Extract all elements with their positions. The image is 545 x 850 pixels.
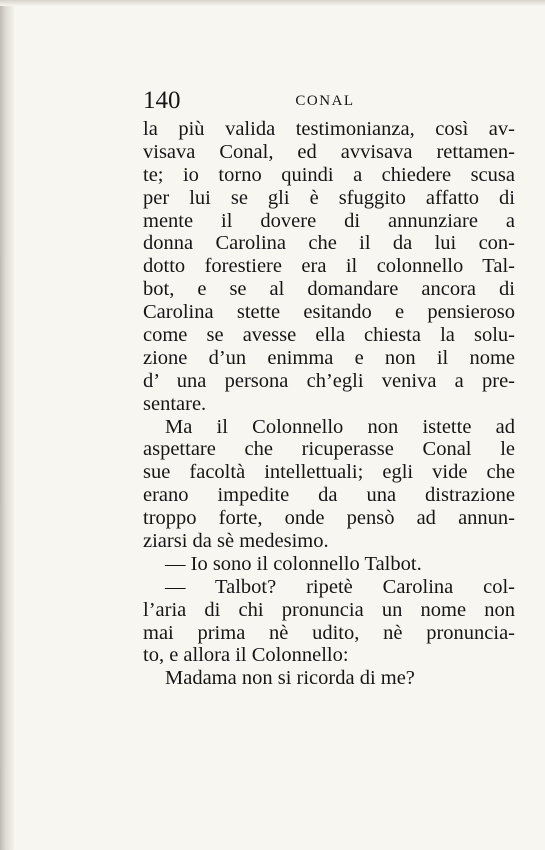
text-line: sue facoltà intellettuali; egli vide che bbox=[143, 461, 515, 484]
text-line: to, e allora il Colonnello: bbox=[143, 644, 349, 667]
text-line: troppo forte, onde pensò ad annun- bbox=[143, 507, 515, 530]
text-line: Madama non si ricorda di me? bbox=[165, 667, 415, 690]
text-line: dotto forestiere era il colonnello Tal- bbox=[143, 255, 515, 278]
text-line: Carolina stette esitando e pensieroso bbox=[143, 301, 515, 324]
text-line: visava Conal, ed avvisava rettamen- bbox=[143, 140, 515, 163]
text-line: bot, e se al domandare ancora di bbox=[143, 278, 515, 301]
page-top-edge bbox=[0, 0, 545, 6]
text-line: aspettare che ricuperasse Conal le bbox=[143, 438, 515, 461]
text-line: — Io sono il colonnello Talbot. bbox=[165, 552, 422, 575]
text-line: — Talbot? ripetè Carolina col- bbox=[165, 575, 515, 598]
text-line: sentare. bbox=[143, 392, 207, 415]
page-header bbox=[143, 86, 515, 116]
text-line: zione d’un enimma e non il nome bbox=[143, 346, 515, 369]
text-line: per lui se gli è sfuggito affatto di bbox=[143, 186, 515, 209]
text-line: d’ una persona ch’egli veniva a pre- bbox=[143, 369, 515, 392]
page-gutter-shadow bbox=[0, 0, 14, 850]
text-line: mente il dovere di annunziare a bbox=[143, 209, 515, 232]
running-head: CONAL bbox=[295, 93, 355, 109]
body-text bbox=[143, 118, 515, 690]
text-line: l’aria di chi pronuncia un nome non bbox=[143, 598, 515, 621]
text-line: come se avesse ella chiesta la solu- bbox=[143, 324, 515, 347]
text-line: la più valida testimonianza, così av- bbox=[143, 118, 515, 140]
page-number: 140 bbox=[143, 87, 181, 114]
text-line: erano impedite da una distrazione bbox=[143, 484, 515, 507]
text-line: Ma il Colonnello non istette ad bbox=[165, 415, 515, 438]
text-line: ziarsi da sè medesimo. bbox=[143, 530, 329, 553]
text-line: te; io torno quindi a chiedere scusa bbox=[143, 163, 515, 186]
text-line: donna Carolina che il da lui con- bbox=[143, 232, 515, 255]
text-line: mai prima nè udito, nè pronuncia- bbox=[143, 621, 515, 644]
